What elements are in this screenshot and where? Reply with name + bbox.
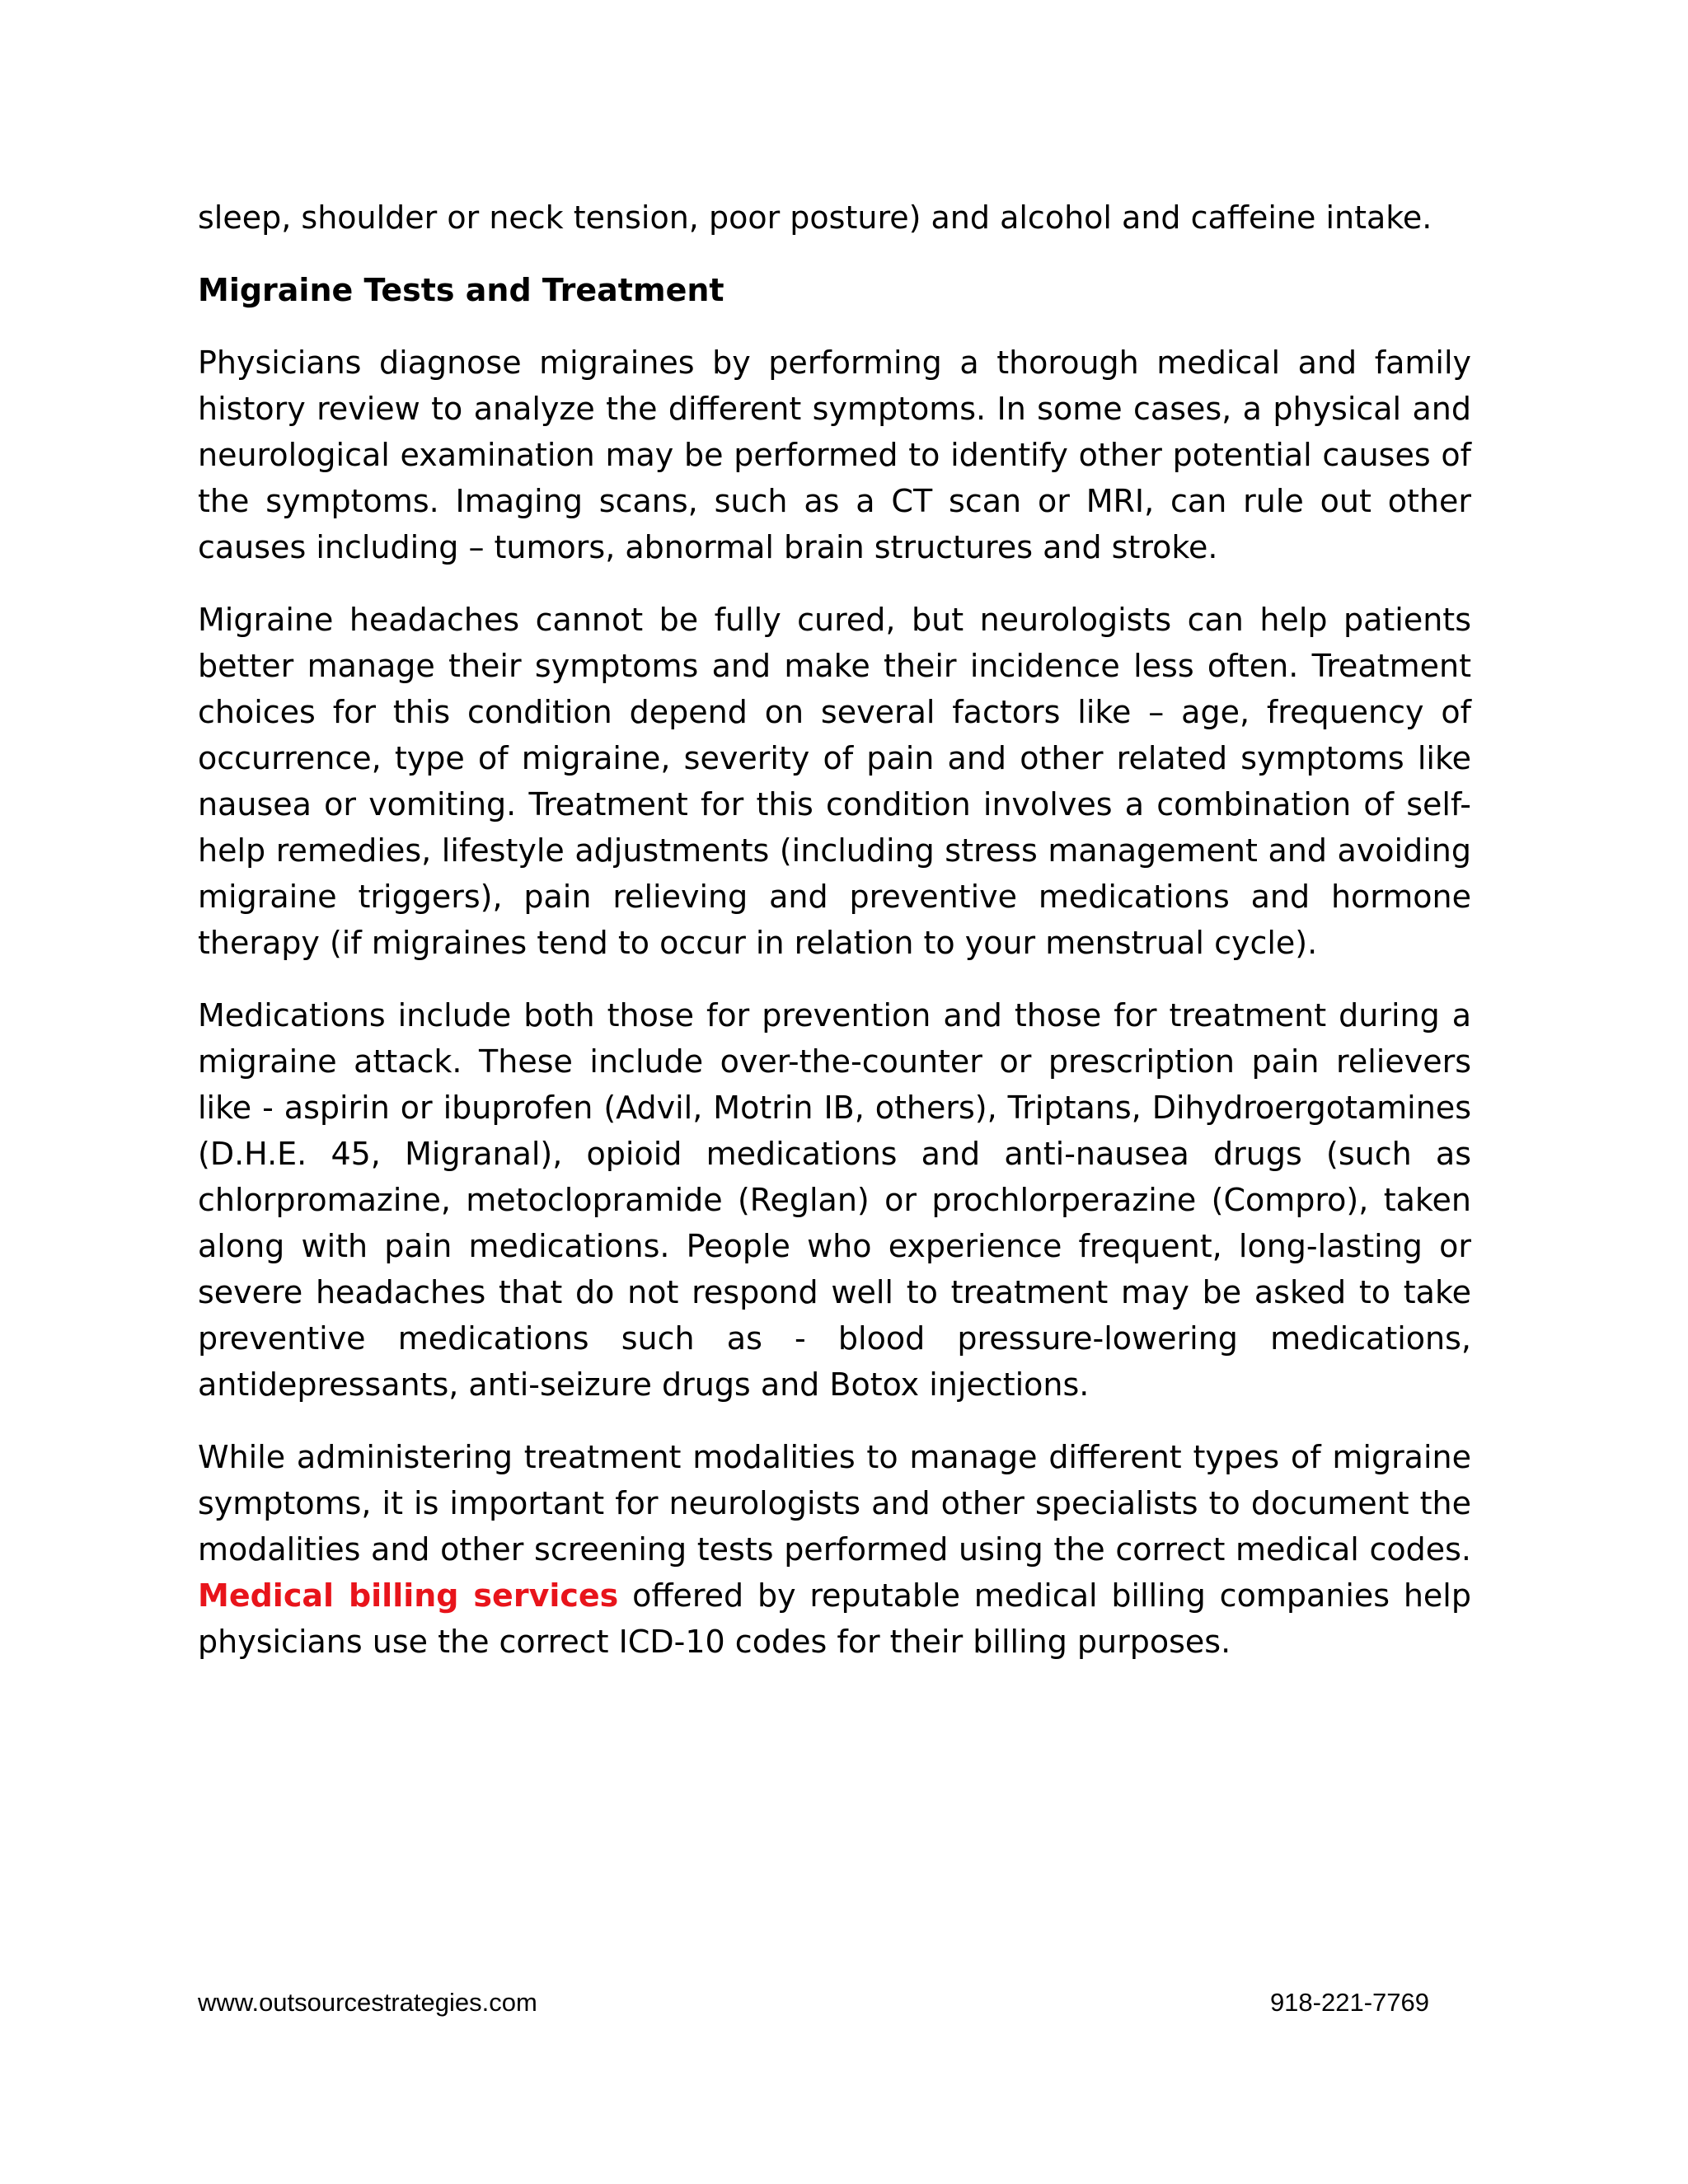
intro-continuation: sleep, shoulder or neck tension, poor posture) and alcohol and caffeine intake. (198, 199, 1432, 236)
billing-text-after-link: offered by reputable medical billing companies help physicians use the correct ICD-10 codes for their billing purposes. (198, 1577, 1471, 1660)
paragraph-diagnosis: Physicians diagnose migraines by performing a thorough medical and family history review to analyze the different symptoms. In some cases, a physical and neurological examination may be performed to identify other potential causes of the symptoms. Imaging scans, such as a CT scan or MRI, can rule out other causes including – tumors, abnormal brain structures and stroke. (198, 344, 1471, 565)
section-heading: Migraine Tests and Treatment (198, 272, 724, 308)
paragraph-medications: Medications include both those for prevention and those for treatment during a migraine attack. These include over-the-counter or prescription pain relievers like - aspirin or ibuprofen (Advil, Motrin IB, others), Triptans, Dihydroergotamines (D.H.E. 45, Migranal), opioid medications and anti-nausea drugs (such as chlorpromazine, metoclopramide (Reglan) or prochlorperazine (Compro), taken along with pain medications. People who experience frequent, long-lasting or severe headaches that do not respond well to treatment may be asked to take preventive medications such as - blood pressure-lowering medications, antidepressants, anti-seizure drugs and Botox injections. (198, 997, 1471, 1403)
medical-billing-services-link[interactable]: Medical billing services (198, 1577, 619, 1614)
footer-website: www.outsourcestrategies.com (198, 1988, 537, 2017)
page-footer (198, 1988, 1429, 2018)
footer-phone: 918-221-7769 (1269, 1988, 1429, 2017)
document-body (198, 194, 1471, 1691)
billing-text-before-link: While administering treatment modalities to manage different types of migraine symptoms, it is important for neurologists and other specialists to document the modalities and other screening tests performed using the correct medical codes. (198, 1439, 1471, 1568)
paragraph-billing (198, 1434, 1471, 1665)
paragraph-treatment: Migraine headaches cannot be fully cured, but neurologists can help patients better manage their symptoms and make their incidence less often. Treatment choices for this condition depend on several factors like – age, frequency of occurrence, type of migraine, severity of pain and other related symptoms like nausea or vomiting. Treatment for this condition involves a combination of self-help remedies, lifestyle adjustments (including stress management and avoiding migraine triggers), pain relieving and preventive medications and hormone therapy (if migraines tend to occur in relation to your menstrual cycle). (198, 602, 1471, 961)
